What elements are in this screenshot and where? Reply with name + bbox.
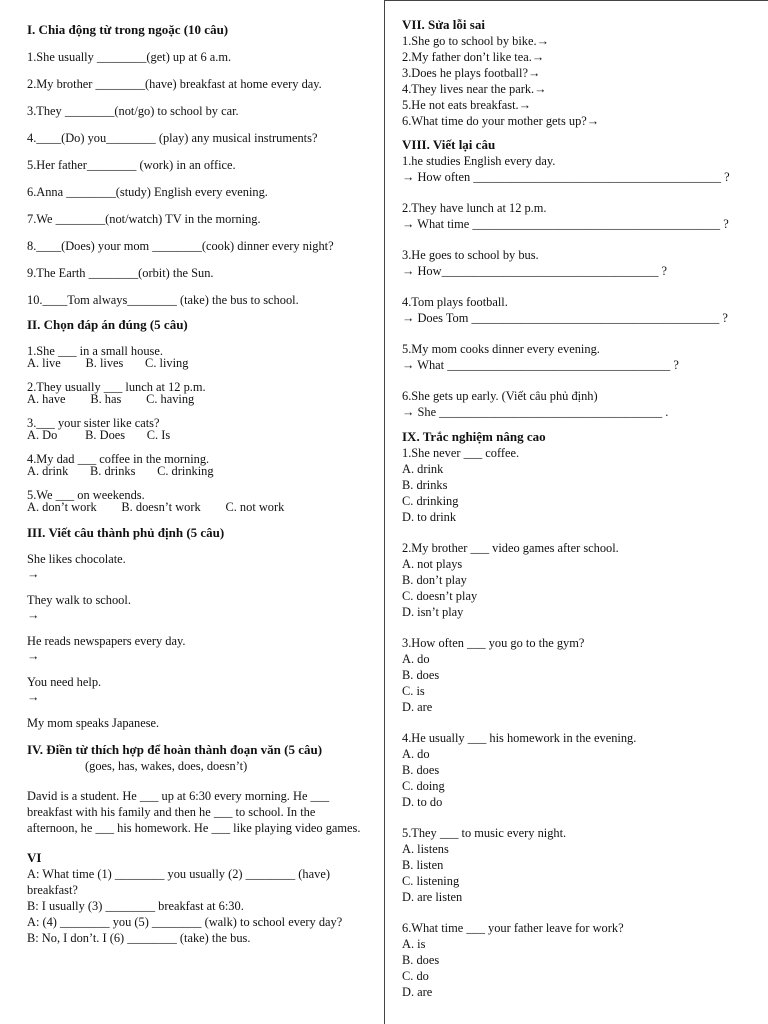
option-b: B. listen: [402, 858, 444, 872]
option-a: A. not plays: [402, 557, 463, 571]
option-d: D. are listen: [402, 890, 463, 904]
sentence: She likes chocolate.: [27, 552, 126, 566]
option-d: D. to drink: [402, 510, 457, 524]
section-4-title: IV. Điền từ thích hợp để hoàn thành đoạn văn (5 câu): [27, 742, 323, 757]
left-column: [27, 22, 379, 946]
mc-question: [402, 920, 757, 1000]
answer-line: → How___________________________________ ?: [402, 264, 668, 278]
option-b: B. does: [402, 668, 440, 682]
option-a: A. drink: [402, 462, 444, 476]
dialogue: [27, 866, 372, 946]
question-text: 5.They ___ to music every night.: [402, 826, 567, 840]
question-text: 2.They usually ___ lunch at 12 p.m.: [27, 380, 206, 394]
answer-line: → She ____________________________________ .: [402, 405, 669, 419]
question-options: A. have B. has C. having: [27, 392, 195, 406]
negative-item: [27, 633, 379, 663]
option-a: A. do: [402, 747, 430, 761]
question-text: 5.We ___ on weekends.: [27, 488, 145, 502]
sentence: He reads newspapers every day.: [27, 634, 186, 648]
option-c: C. doesn’t play: [402, 589, 478, 603]
question-text: 4.He usually ___ his homework in the evening.: [402, 731, 637, 745]
option-b: B. does: [402, 953, 440, 967]
mc-question: [27, 417, 379, 441]
section-3-list: [27, 551, 379, 731]
answer-line: → How often ________________________________________ ?: [402, 170, 730, 184]
option-d: D. to do: [402, 795, 443, 809]
sentence: 3.He goes to school by bus.: [402, 248, 539, 262]
exercise-item: 6.Anna ________(study) English every evening.: [27, 185, 268, 199]
section-9-list: [402, 445, 757, 1000]
question-text: 3.How often ___ you go to the gym?: [402, 636, 585, 650]
section-6-title: VI: [27, 850, 42, 865]
negative-item: [27, 715, 379, 731]
rewrite-item: [402, 200, 757, 232]
option-c: C. drinking: [402, 494, 459, 508]
section-1-list: [27, 49, 379, 308]
sentence: 5.My mom cooks dinner every evening.: [402, 342, 600, 356]
option-a: A. is: [402, 937, 426, 951]
mc-question: [402, 445, 757, 525]
sentence: 4.Tom plays football.: [402, 295, 508, 309]
dialogue-line: B: No, I don’t. I (6) ________ (take) the bus.: [27, 931, 251, 945]
question-text: 1.She never ___ coffee.: [402, 446, 520, 460]
arrow-icon: →: [27, 649, 40, 663]
option-d: D. isn’t play: [402, 605, 464, 619]
exercise-item: 2.My brother ________(have) breakfast at home every day.: [27, 77, 322, 91]
mc-question: [27, 453, 379, 477]
exercise-item: 3.They ________(not/go) to school by car.: [27, 104, 239, 118]
mc-question: [402, 635, 757, 715]
error-item: 6.What time do your mother gets up?→: [402, 114, 600, 128]
question-options: A. don’t work B. doesn’t work C. not work: [27, 500, 285, 514]
rewrite-item: [402, 341, 757, 373]
section-9-title: IX. Trắc nghiệm nâng cao: [402, 429, 546, 444]
option-c: C. is: [402, 684, 425, 698]
section-8-list: [402, 153, 757, 420]
section-7-title: VII. Sửa lỗi sai: [402, 17, 485, 32]
exercise-item: 5.Her father________ (work) in an office.: [27, 158, 236, 172]
error-item: 5.He not eats breakfast.→: [402, 98, 532, 112]
exercise-item: 4.____(Do) you________ (play) any musical instruments?: [27, 131, 318, 145]
question-text: 1.She ___ in a small house.: [27, 344, 163, 358]
section-3-title: III. Viết câu thành phủ định (5 câu): [27, 525, 225, 540]
mc-question: [402, 730, 757, 810]
sentence: My mom speaks Japanese.: [27, 716, 160, 730]
rewrite-item: [402, 294, 757, 326]
section-8-title: VIII. Viết lại câu: [402, 137, 496, 152]
negative-item: [27, 551, 379, 581]
option-c: C. doing: [402, 779, 445, 793]
answer-line: → What time ________________________________________ ?: [402, 217, 729, 231]
arrow-icon: →: [27, 567, 40, 581]
option-c: C. do: [402, 969, 429, 983]
sentence: 2.They have lunch at 12 p.m.: [402, 201, 547, 215]
section-2-title: II. Chọn đáp án đúng (5 câu): [27, 317, 188, 332]
option-c: C. listening: [402, 874, 460, 888]
negative-item: [27, 674, 379, 704]
option-d: D. are: [402, 985, 433, 999]
option-d: D. are: [402, 700, 433, 714]
question-text: 2.My brother ___ video games after school.: [402, 541, 619, 555]
dialogue-line: A: What time (1) ________ you usually (2) ________ (have) breakfast?: [27, 867, 330, 897]
error-item: 4.They lives near the park.→: [402, 82, 547, 96]
section-2-list: [27, 345, 379, 513]
question-options: A. drink B. drinks C. drinking: [27, 464, 214, 478]
cloze-paragraph: David is a student. He ___ up at 6:30 every morning. He ___ breakfast with his family and then he ___ to school. In the afternoon, he ___ his homework. He ___ like playing video games.: [27, 789, 361, 835]
mc-question: [27, 345, 379, 369]
mc-question: [27, 381, 379, 405]
mc-question: [402, 825, 757, 905]
sentence: You need help.: [27, 675, 102, 689]
arrow-icon: →: [27, 608, 40, 622]
section-1-title: I. Chia động từ trong ngoặc (10 câu): [27, 22, 229, 37]
sentence: 6.She gets up early. (Viết câu phủ định): [402, 389, 598, 403]
exercise-item: 1.She usually ________(get) up at 6 a.m.: [27, 50, 232, 64]
option-b: B. drinks: [402, 478, 448, 492]
error-item: 1.She go to school by bike.→: [402, 34, 549, 48]
question-options: A. Do B. Does C. Is: [27, 428, 171, 442]
rewrite-item: [402, 153, 757, 185]
question-options: A. live B. lives C. living: [27, 356, 189, 370]
question-text: 3.___ your sister like cats?: [27, 416, 160, 430]
mc-question: [27, 489, 379, 513]
negative-item: [27, 592, 379, 622]
error-item: 3.Does he plays football?→: [402, 66, 541, 80]
sentence: 1.he studies English every day.: [402, 154, 556, 168]
exercise-item: 8.____(Does) your mom ________(cook) dinner every night?: [27, 239, 334, 253]
question-text: 6.What time ___ your father leave for work?: [402, 921, 624, 935]
error-item: 2.My father don’t like tea.→: [402, 50, 545, 64]
option-a: A. listens: [402, 842, 449, 856]
answer-line: → Does Tom ________________________________________ ?: [402, 311, 728, 325]
rewrite-item: [402, 388, 757, 420]
sentence: They walk to school.: [27, 593, 131, 607]
exercise-item: 9.The Earth ________(orbit) the Sun.: [27, 266, 214, 280]
option-a: A. do: [402, 652, 430, 666]
right-column: [384, 0, 768, 1024]
word-bank: (goes, has, wakes, does, doesn’t): [85, 759, 248, 773]
section-7-list: [402, 33, 757, 129]
dialogue-line: A: (4) ________ you (5) ________ (walk) to school every day?: [27, 915, 343, 929]
mc-question: [402, 540, 757, 620]
option-b: B. does: [402, 763, 440, 777]
exercise-item: 7.We ________(not/watch) TV in the morning.: [27, 212, 261, 226]
exercise-item: 10.____Tom always________ (take) the bus to school.: [27, 293, 299, 307]
dialogue-line: B: I usually (3) ________ breakfast at 6:30.: [27, 899, 244, 913]
arrow-icon: →: [27, 690, 40, 704]
answer-line: → What ____________________________________ ?: [402, 358, 679, 372]
question-text: 4.My dad ___ coffee in the morning.: [27, 452, 210, 466]
option-b: B. don’t play: [402, 573, 467, 587]
rewrite-item: [402, 247, 757, 279]
